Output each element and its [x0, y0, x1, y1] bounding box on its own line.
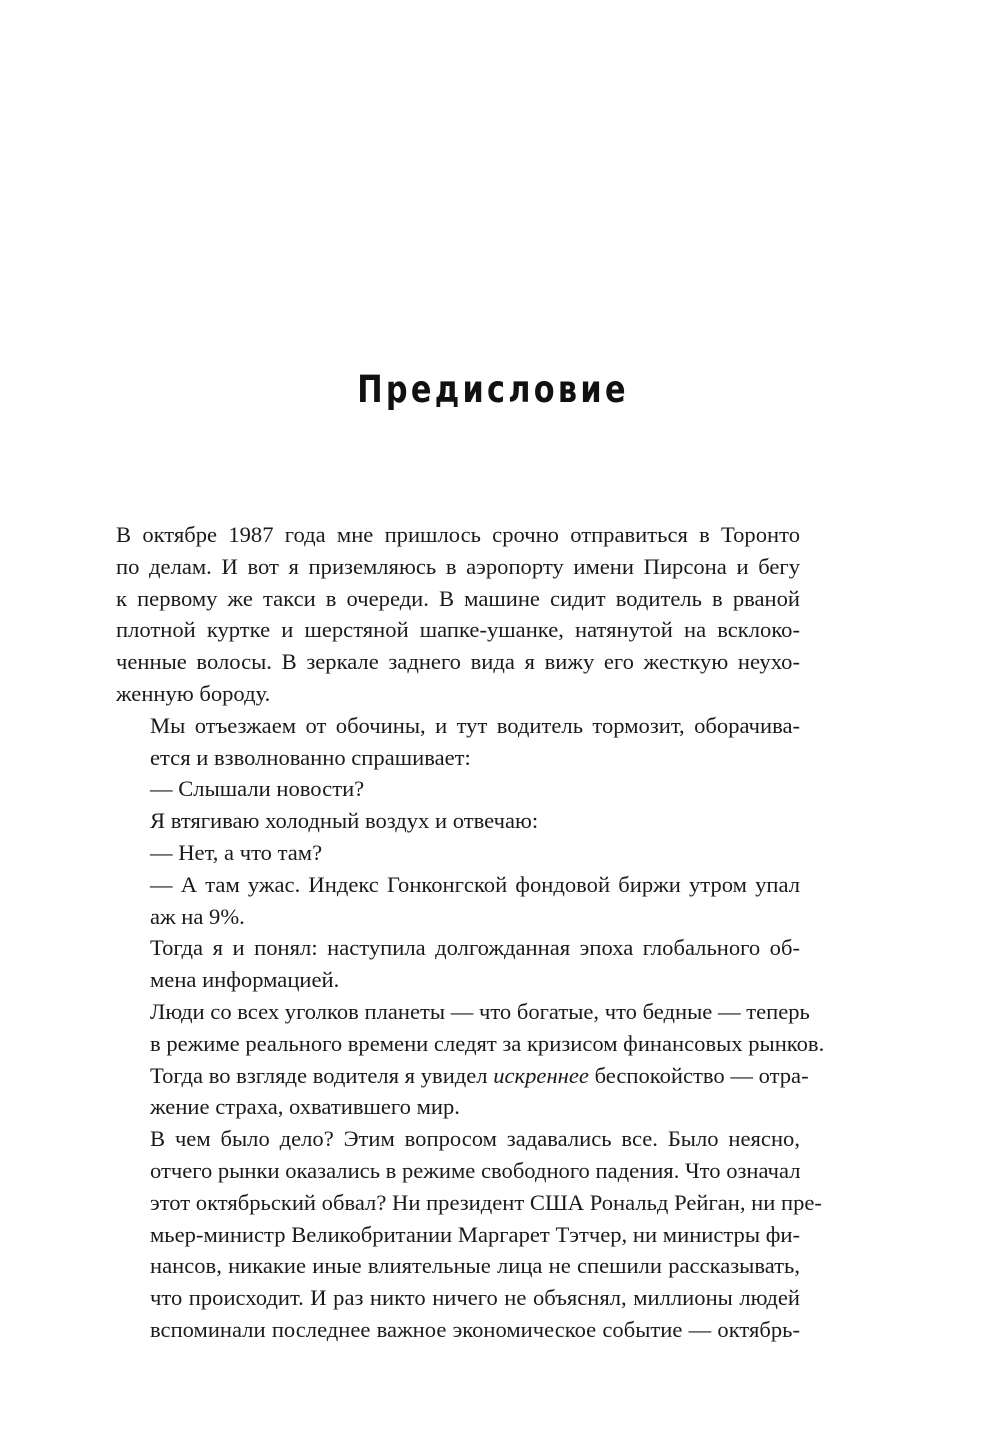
- dialogue-line-2: [116, 837, 800, 869]
- text-line: — Слышали новости?: [150, 776, 365, 802]
- text-line: что происходит. И раз никто ничего не объяснял, миллионы людей: [150, 1285, 800, 1311]
- text-line: мена информацией.: [150, 967, 340, 993]
- text-line: по делам. И вот я приземляюсь в аэропорту имени Пирсона и бегу: [116, 553, 800, 579]
- dialogue-line-1: [116, 773, 800, 805]
- text-line: — Нет, а что там?: [150, 839, 323, 865]
- text-line-with-emphasis: [116, 1060, 809, 1092]
- dialogue-line-3: [116, 869, 800, 933]
- paragraph-4: [116, 932, 800, 996]
- text-line: нансов, никакие иные влиятельные лица не спешили рассказывать,: [150, 1253, 800, 1279]
- emphasis-word: искреннее: [493, 1062, 589, 1088]
- paragraph-6: [116, 1123, 822, 1346]
- text-line: плотной куртке и шерстяной шапке-ушанке, натянутой на всклоко-: [116, 617, 800, 643]
- text-line: аж на 9%.: [150, 903, 245, 929]
- paragraph-5: [116, 996, 825, 1123]
- text-line: женную бороду.: [116, 680, 271, 706]
- text-line: ченные волосы. В зеркале заднего вида я вижу его жесткую неухо-: [116, 649, 800, 675]
- text-line: В чем было дело? Этим вопросом задавались все. Было неясно,: [150, 1126, 800, 1152]
- text-line: Мы отъезжаем от обочины, и тут водитель тормозит, оборачива-: [150, 712, 800, 738]
- text-line: ется и взволнованно спрашивает:: [150, 744, 471, 770]
- text-line: Люди со всех уголков планеты — что богатые, что бедные — теперь: [150, 998, 810, 1024]
- text-line: отчего рынки оказались в режиме свободного падения. Что означал: [150, 1157, 801, 1183]
- text-line: этот октябрьский обвал? Ни президент США Рональд Рейган, ни пре-: [150, 1189, 822, 1215]
- chapter-title: Предисловие: [357, 368, 629, 411]
- text-line: к первому же такси в очереди. В машине сидит водитель в рваной: [116, 585, 800, 611]
- chapter-body: [116, 519, 825, 1346]
- text-line: Я втягиваю холодный воздух и отвечаю:: [150, 808, 539, 834]
- paragraph-2: [116, 710, 800, 774]
- paragraph-3: [116, 805, 800, 837]
- text-line: вспоминали последнее важное экономическое событие — октябрь-: [150, 1316, 800, 1342]
- text-line: в режиме реального времени следят за кризисом финансовых рынков.: [150, 1030, 825, 1056]
- paragraph-1: [116, 519, 800, 710]
- text-line: Тогда я и понял: наступила долгожданная эпоха глобального об-: [150, 935, 800, 961]
- text-segment: беспокойство — отра-: [588, 1062, 809, 1088]
- text-segment: Тогда во взгляде водителя я увидел: [150, 1062, 494, 1088]
- text-line: В октябре 1987 года мне пришлось срочно отправиться в Торонто: [116, 522, 800, 547]
- text-line: мьер-министр Великобритании Маргарет Тэтчер, ни министры фи-: [150, 1221, 800, 1247]
- text-line: жение страха, охватившего мир.: [150, 1094, 460, 1120]
- text-line: — А там ужас. Индекс Гонконгской фондовой биржи утром упал: [150, 871, 800, 897]
